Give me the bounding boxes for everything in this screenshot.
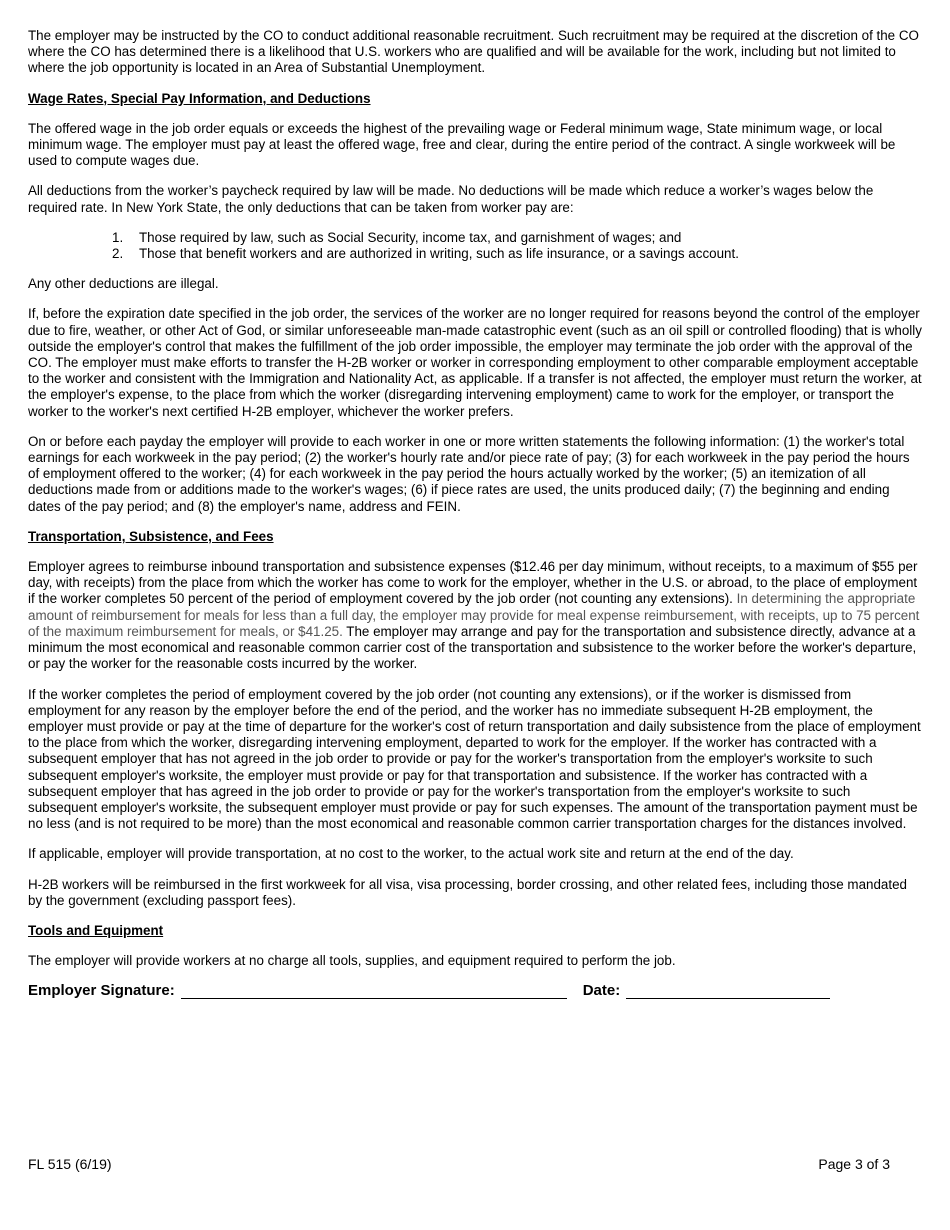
document-page bbox=[28, 28, 922, 1000]
date-label: Date: bbox=[582, 982, 621, 1000]
date-line[interactable] bbox=[626, 983, 830, 999]
visa-fees-paragraph: H-2B workers will be reimbursed in the first workweek for all visa, visa processing, border crossing, and other related fees, including those mandated by the government (excluding passport fees). bbox=[28, 876, 907, 908]
inbound-text-a: Employer agrees to reimburse inbound transportation and subsistence expenses ($12.46 per day minimum, without receipts, to a maximum of $55 per day, with receipts) from the place from which the worker has come to work for the employer, whether in the U.S. or abroad, to the place of employment if the worker completes 50 percent of the period of employment covered by the job order (not counting any extensions). bbox=[28, 559, 918, 607]
page-footer bbox=[28, 1156, 890, 1172]
tools-heading: Tools and Equipment bbox=[28, 922, 164, 938]
signature-row bbox=[28, 983, 922, 999]
employer-signature-line[interactable] bbox=[181, 983, 567, 999]
list-item bbox=[28, 230, 922, 246]
illegal-deductions-paragraph: Any other deductions are illegal. bbox=[28, 276, 219, 292]
form-id: FL 515 (6/19) bbox=[28, 1156, 112, 1172]
tools-paragraph: The employer will provide workers at no charge all tools, supplies, and equipment required to perform the job. bbox=[28, 953, 676, 969]
list-item-text: Those required by law, such as Social Security, income tax, and garnishment of wages; and bbox=[139, 229, 682, 245]
inbound-reimbursement-paragraph bbox=[28, 559, 922, 672]
wages-heading: Wage Rates, Special Pay Information, and Deductions bbox=[28, 90, 371, 106]
meal-reimbursement-text: In determining the appropriate amount of reimbursement for meals for less than a full day, the employer may provide for meal expense reimbursement, with receipts, up to 75 percent of the maximum reimbursement for meals, or $41.25. bbox=[28, 591, 920, 639]
list-item-number: 1. bbox=[112, 229, 124, 245]
deductions-paragraph: All deductions from the worker’s paycheck required by law will be made. No deductions will be made which reduce a worker’s wages below the required rate. In New York State, the only deductions that can be taken from worker pay are: bbox=[28, 183, 874, 215]
list-item bbox=[28, 246, 922, 262]
list-item-text: Those that benefit workers and are authorized in writing, such as life insurance, or a savings account. bbox=[139, 246, 739, 262]
list-item-number: 2. bbox=[112, 246, 124, 262]
recruitment-paragraph: The employer may be instructed by the CO to conduct additional reasonable recruitment. Such recruitment may be required at the discretion of the CO where the CO has determined there is a likelihood that U.S. workers who are qualified and will be available for the work, including but not limited to where the job opportunity is located in an Area of Substantial Unemployment. bbox=[28, 28, 919, 76]
transport-heading: Transportation, Subsistence, and Fees bbox=[28, 528, 274, 544]
offered-wage-paragraph: The offered wage in the job order equals or exceeds the highest of the prevailing wage or Federal minimum wage, State minimum wage, or local minimum wage. The employer must pay at least the offered wage, free and clear, during the entire period of the contract. A single workweek will be used to compute wages due. bbox=[28, 120, 896, 169]
inbound-text-c: The employer may arrange and pay for the transportation and subsistence directly, advance at a minimum the most economical and reasonable common carrier cost of the transportation and subsistence to the worker before the worker's departure, or pay the worker for the reasonable costs incurred by the worker. bbox=[28, 623, 917, 672]
termination-paragraph: If, before the expiration date specified in the job order, the services of the worker are no longer required for reasons beyond the control of the employer due to fire, weather, or other Act of God, or similar unforeseeable man-made catastrophic event (such as an oil spill or controlled flooding) that is wholly outside the employer's control that makes the fulfillment of the job order impossible, the employer may terminate the job order with the approval of the CO. The employer must make efforts to transfer the H-2B worker or worker in corresponding employment to other comparable employment acceptable to the worker and consistent with the Immigration and Nationality Act, as applicable. If a transfer is not affected, the employer must return the worker, at the employer's expense, to the place from which the worker (disregarding intervening employment) came to work for the employer, or transport the worker to the worker's next certified H-2B employer, whichever the worker prefers. bbox=[28, 306, 922, 419]
page-number: Page 3 of 3 bbox=[818, 1156, 890, 1172]
return-transport-paragraph: If the worker completes the period of employment covered by the job order (not counting any extensions), or if the worker is dismissed from employment for any reason by the employer before the end of the period, and the worker has no immediate subsequent H-2B employment, the employer must provide or pay at the time of departure for the worker's cost of return transportation and daily subsistence from the place of employment to the place from which the worker, disregarding intervening employment, departed to work for the employer. If the worker has contracted with a subsequent employer that has not agreed in the job order to provide or pay for the worker's transportation from the employer's worksite to such subsequent employer's worksite, the employer must provide or pay for that transportation and subsistence. If the worker has contracted with a subsequent employer that has agreed in the job order to provide or pay for the worker's transportation from the employer's worksite to such subsequent employer's worksite, the subsequent employer must provide or pay for such expenses. The amount of the transportation payment must be no less (and is not required to be more) than the most economical and reasonable common carrier transportation charges for the distances involved. bbox=[28, 686, 921, 832]
pay-statement-paragraph: On or before each payday the employer will provide to each worker in one or more written statements the following information: (1) the worker's total earnings for each workweek in the pay period; (2) the worker's hourly rate and/or piece rate of pay; (3) for each workweek in the pay period the hours of employment offered to the worker; (4) for each workweek in the pay period the hours actually worked by the worker; (5) an itemization of all deductions made from or additions made to the worker's wages; (6) if piece rates are used, the units produced daily; (7) the beginning and ending dates of the pay period; and (8) the employer's name, address and FEIN. bbox=[28, 433, 910, 514]
daily-transport-paragraph: If applicable, employer will provide transportation, at no cost to the worker, to the actual work site and return at the end of the day. bbox=[28, 846, 794, 862]
employer-signature-label: Employer Signature: bbox=[28, 982, 175, 1000]
deductions-list bbox=[28, 230, 922, 262]
